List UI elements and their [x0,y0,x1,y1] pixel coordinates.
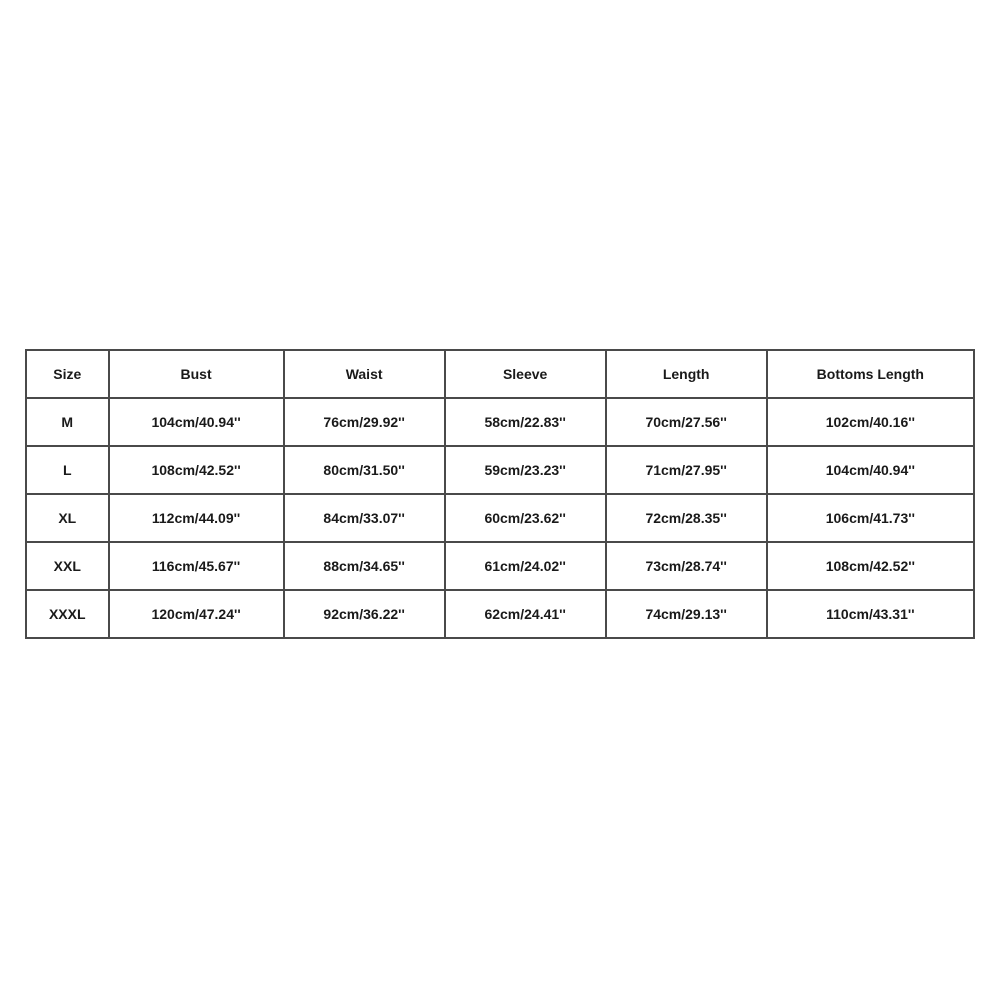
table-row [26,446,974,494]
header-bottoms-length: Bottoms Length [767,350,974,398]
cell-size: L [26,446,109,494]
cell-size: XL [26,494,109,542]
cell-bust: 120cm/47.24'' [109,590,284,638]
size-chart-body [26,398,974,638]
cell-bust: 112cm/44.09'' [109,494,284,542]
cell-sleeve: 62cm/24.41'' [445,590,606,638]
size-chart-header [26,350,974,398]
cell-bust: 108cm/42.52'' [109,446,284,494]
cell-sleeve: 61cm/24.02'' [445,542,606,590]
cell-size: XXXL [26,590,109,638]
cell-bottoms-length: 104cm/40.94'' [767,446,974,494]
table-row [26,542,974,590]
cell-bottoms-length: 106cm/41.73'' [767,494,974,542]
cell-waist: 88cm/34.65'' [284,542,445,590]
cell-length: 71cm/27.95'' [606,446,767,494]
cell-length: 74cm/29.13'' [606,590,767,638]
cell-waist: 84cm/33.07'' [284,494,445,542]
header-length: Length [606,350,767,398]
header-bust: Bust [109,350,284,398]
cell-size: XXL [26,542,109,590]
header-size: Size [26,350,109,398]
table-row [26,590,974,638]
cell-bottoms-length: 108cm/42.52'' [767,542,974,590]
header-waist: Waist [284,350,445,398]
header-row [26,350,974,398]
table-row [26,398,974,446]
cell-bottoms-length: 102cm/40.16'' [767,398,974,446]
cell-sleeve: 58cm/22.83'' [445,398,606,446]
cell-sleeve: 59cm/23.23'' [445,446,606,494]
cell-size: M [26,398,109,446]
cell-bottoms-length: 110cm/43.31'' [767,590,974,638]
cell-bust: 104cm/40.94'' [109,398,284,446]
header-sleeve: Sleeve [445,350,606,398]
cell-bust: 116cm/45.67'' [109,542,284,590]
cell-waist: 80cm/31.50'' [284,446,445,494]
cell-length: 72cm/28.35'' [606,494,767,542]
cell-length: 73cm/28.74'' [606,542,767,590]
cell-sleeve: 60cm/23.62'' [445,494,606,542]
cell-waist: 92cm/36.22'' [284,590,445,638]
table-row [26,494,974,542]
cell-length: 70cm/27.56'' [606,398,767,446]
cell-waist: 76cm/29.92'' [284,398,445,446]
size-chart-table [25,349,975,639]
